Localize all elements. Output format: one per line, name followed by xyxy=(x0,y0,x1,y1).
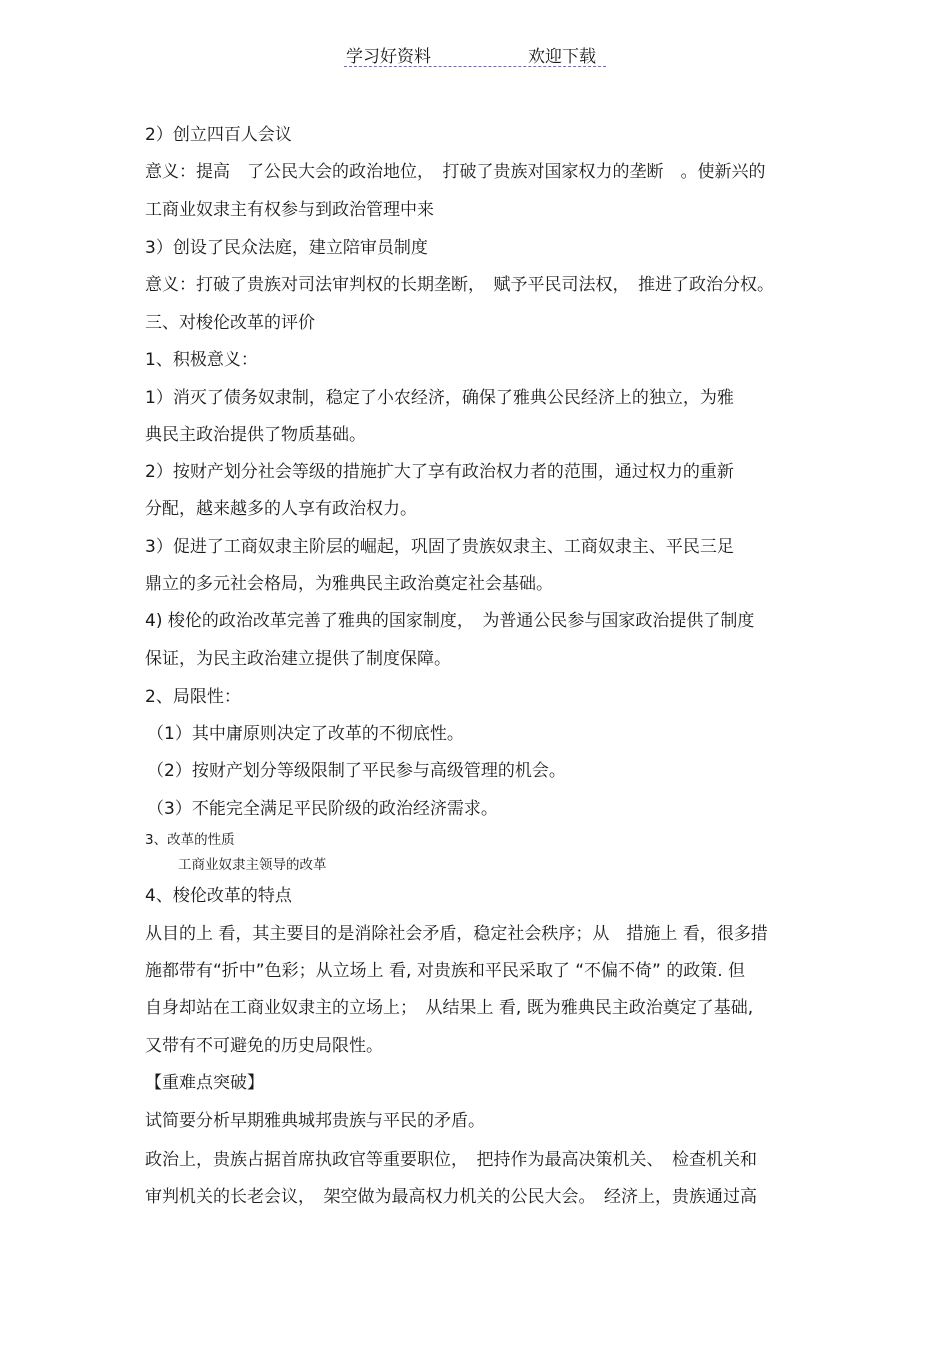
section-heading: 三、对梭伦改革的评价 xyxy=(145,313,315,333)
text-line: 保证，为民主政治建立提供了制度保障。 xyxy=(145,649,451,669)
list-item: （2）按财产划分等级限制了平民参与高级管理的机会。 xyxy=(147,761,566,781)
header-right-text: 欢迎下载 xyxy=(528,47,596,67)
list-item: （1）其中庸原则决定了改革的不彻底性。 xyxy=(147,724,464,744)
text-line: 工商业奴隶主有权参与到政治管理中来 xyxy=(145,200,434,220)
subheading: 1、积极意义： xyxy=(145,350,258,370)
text-line: 工商业奴隶主领导的改革 xyxy=(178,857,327,873)
text-line: 从目的上 看，其主要目的是消除社会矛盾，稳定社会秩序；从 措施上 看，很多措 xyxy=(145,924,768,944)
text-line: 政治上，贵族占据首席执政官等重要职位， 把持作为最高决策机关、 检查机关和 xyxy=(145,1150,757,1170)
text-line: 鼎立的多元社会格局，为雅典民主政治奠定社会基础。 xyxy=(145,574,553,594)
text-line: 施都带有“折中”色彩；从立场上 看, 对贵族和平民采取了 “不偏不倚” 的政策. 但 xyxy=(145,961,746,981)
text-line: 4) 梭伦的政治改革完善了雅典的国家制度， 为普通公民参与国家政治提供了制度 xyxy=(145,611,755,631)
subheading: 3、改革的性质 xyxy=(145,832,235,848)
subheading: 2、局限性： xyxy=(145,687,241,707)
text-line: 2）创立四百人会议 xyxy=(145,125,292,145)
subheading: 4、梭伦改革的特点 xyxy=(145,886,292,906)
text-line: 3）创设了民众法庭，建立陪审员制度 xyxy=(145,238,428,258)
text-line: 自身却站在工商业奴隶主的立场上； 从结果上 看, 既为雅典民主政治奠定了基础, xyxy=(145,998,754,1018)
text-line: 2）按财产划分社会等级的措施扩大了享有政治权力者的范围，通过权力的重新 xyxy=(145,462,734,482)
section-heading: 【重难点突破】 xyxy=(145,1073,264,1093)
text-line: 又带有不可避免的历史局限性。 xyxy=(145,1036,383,1056)
text-line: 典民主政治提供了物质基础。 xyxy=(145,425,366,445)
page-header xyxy=(344,40,606,67)
question-text: 试简要分析早期雅典城邦贵族与平民的矛盾。 xyxy=(145,1111,485,1131)
text-line: 审判机关的长老会议， 架空做为最高权力机关的公民大会。 经济上，贵族通过高 xyxy=(145,1187,757,1207)
text-line: 1）消灭了债务奴隶制，稳定了小农经济，确保了雅典公民经济上的独立，为雅 xyxy=(145,388,734,408)
text-line: 意义：提高 了公民大会的政治地位， 打破了贵族对国家权力的垄断 。使新兴的 xyxy=(145,162,766,182)
list-item: （3）不能完全满足平民阶级的政治经济需求。 xyxy=(147,799,498,819)
header-left-text: 学习好资料 xyxy=(346,47,431,67)
text-line: 意义：打破了贵族对司法审判权的长期垄断， 赋予平民司法权， 推进了政治分权。 xyxy=(145,275,774,295)
text-line: 3）促进了工商奴隶主阶层的崛起，巩固了贵族奴隶主、工商奴隶主、平民三足 xyxy=(145,537,734,557)
text-line: 分配，越来越多的人享有政治权力。 xyxy=(145,499,417,519)
